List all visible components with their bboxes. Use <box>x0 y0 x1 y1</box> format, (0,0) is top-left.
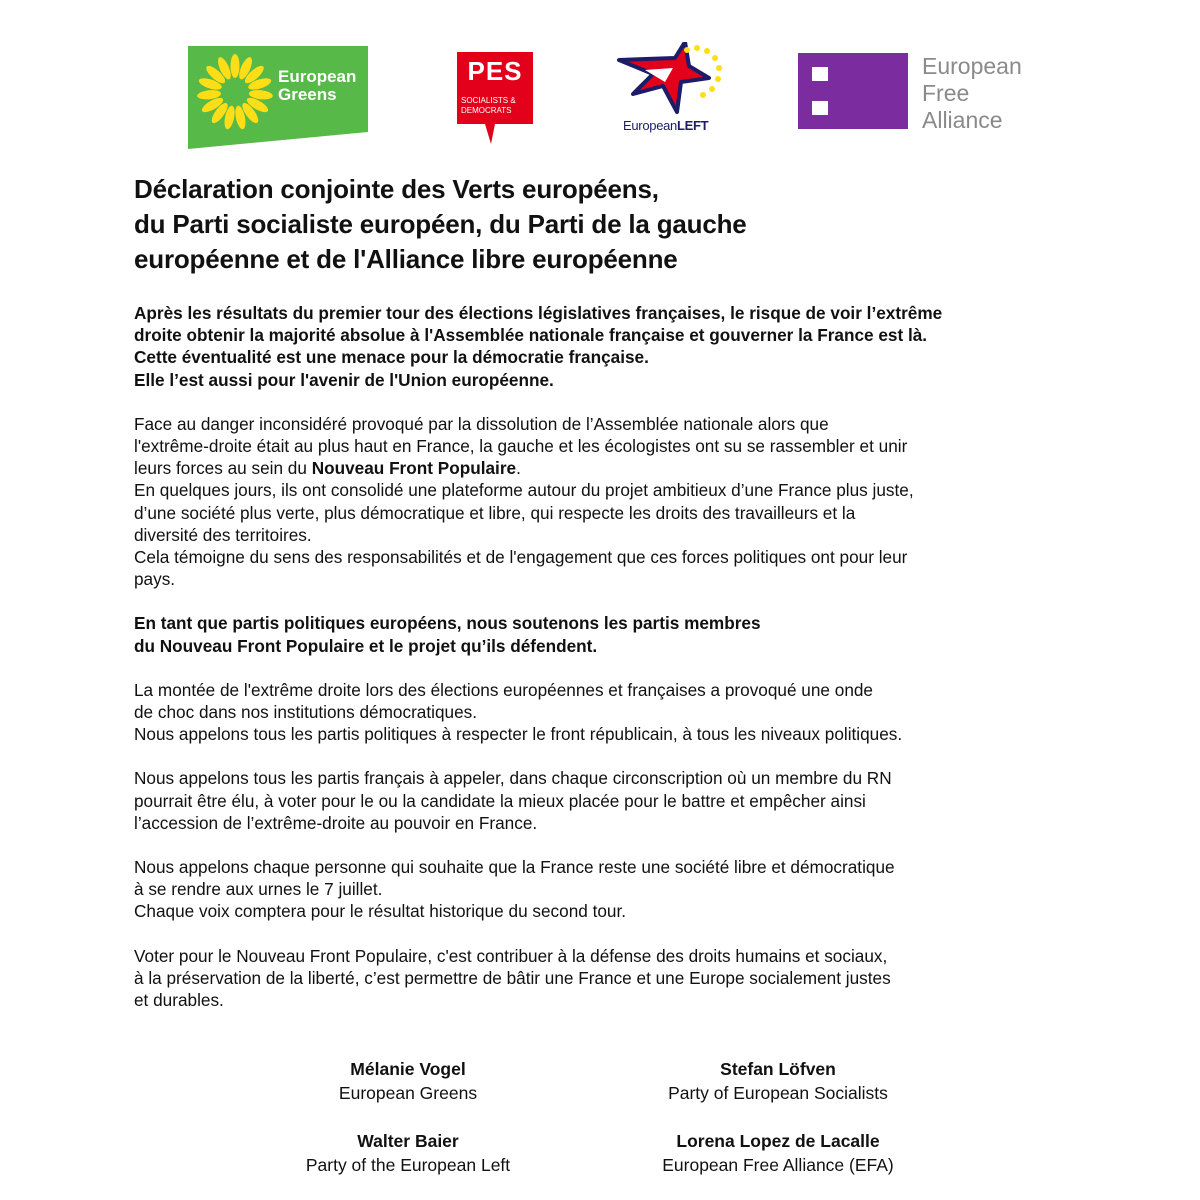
signatory <box>248 1129 568 1177</box>
paragraph-call-voters: Nous appelons chaque personne qui souhaite que la France reste une société libre et démocratique à se rendre aux urnes le 7 juillet. Chaque voix comptera pour le résultat historique du second tour. <box>134 857 895 922</box>
nouveau-front-populaire-emphasis: Nouveau Front Populaire <box>311 458 517 479</box>
support-statement: En tant que partis politiques européens, nous soutenons les partis membres du Nouveau Front Populaire et le projet qu’ils défendent. <box>134 613 761 656</box>
lead-paragraph: Après les résultats du premier tour des élections législatives françaises, le risque de voir l’extrême droite obtenir la majorité absolue à l'Assemblée nationale française et gouverner la France est là. Cette éventualité est une menace pour la démocratie française. Elle l’est aussi pour l'avenir de l'Union européenne. <box>134 303 943 390</box>
signatory-organization: Party of the European Left <box>305 1155 511 1175</box>
left-logo-part2: LEFT <box>676 118 709 133</box>
efa-logo-line1: European <box>922 53 1022 79</box>
paragraph-front-populaire-end: . En quelques jours, ils ont consolidé une plateforme autour du projet ambitieux d’une France plus juste, d’une société plus verte, plus démocratique et libre, qui respecte les droits des travailleurs et la diversité des territoires. Cela témoigne du sens des responsabilités et de l'engagement que ces forces politiques ont pour leur pays. <box>134 458 914 590</box>
logo-bar <box>0 0 1200 160</box>
signatory <box>618 1129 938 1177</box>
efa-mark-icon <box>798 53 908 129</box>
greens-logo-line2: Greens <box>278 85 337 104</box>
european-left-logo <box>617 42 729 138</box>
paragraph-call-parties: Nous appelons tous les partis français à appeler, dans chaque circonscription où un membre du RN pourrait être élu, à voter pour le ou la candidate la mieux placée pour le battre et empêcher ainsi l’accession de l’extrême-droite au pouvoir en France. <box>134 768 892 833</box>
pes-logo-acronym: PES <box>467 56 523 86</box>
signatory <box>248 1057 568 1105</box>
pes-logo-line2: DEMOCRATS <box>461 106 512 115</box>
paragraph-front-populaire-start: Face au danger inconsidéré provoqué par la dissolution de l’Assemblée nationale alors que l'extrême-droite était au plus haut en France, la gauche et les écologistes ont su se rassembler et unir leurs forces au sein du <box>134 413 908 479</box>
paragraph-far-right-rise: La montée de l'extrême droite lors des élections européennes et françaises a provoqué une onde de choc dans nos institutions démocratiques. Nous appelons tous les partis politiques à respecter le front républicain, à tous les niveaux politiques. <box>134 679 903 745</box>
declaration-body <box>134 172 1084 1011</box>
signatory-organization: European Greens <box>338 1083 478 1103</box>
european-free-alliance-logo <box>798 53 1038 133</box>
left-logo-part1: European <box>623 118 677 133</box>
signatory-name: Mélanie Vogel <box>350 1059 466 1079</box>
signatory-name: Stefan Löfven <box>720 1059 836 1079</box>
page-title: Déclaration conjointe des Verts européens, du Parti socialiste européen, du Parti de la gauche européenne et de l'Alliance libre européenne <box>134 174 747 274</box>
european-greens-logo <box>188 46 368 149</box>
greens-logo-line1: European <box>278 67 357 86</box>
signatory <box>618 1057 938 1105</box>
signatory-organization: European Free Alliance (EFA) <box>662 1155 894 1175</box>
left-star-icon <box>617 42 729 120</box>
paragraph-front-populaire <box>134 413 1084 591</box>
signatory-name: Walter Baier <box>357 1131 459 1151</box>
efa-logo-line3: Alliance <box>922 107 1003 133</box>
paragraph-conclusion: Voter pour le Nouveau Front Populaire, c'est contribuer à la défense des droits humains et sociaux, à la préservation de la liberté, c’est permettre de bâtir une France et une Europe socialement justes et durables. <box>134 945 891 1011</box>
signatory-organization: Party of European Socialists <box>668 1083 888 1103</box>
signatory-name: Lorena Lopez de Lacalle <box>676 1131 880 1151</box>
pes-logo <box>457 52 533 144</box>
pes-logo-line1: SOCIALISTS & <box>461 96 516 105</box>
efa-logo-line2: Free <box>922 80 970 106</box>
